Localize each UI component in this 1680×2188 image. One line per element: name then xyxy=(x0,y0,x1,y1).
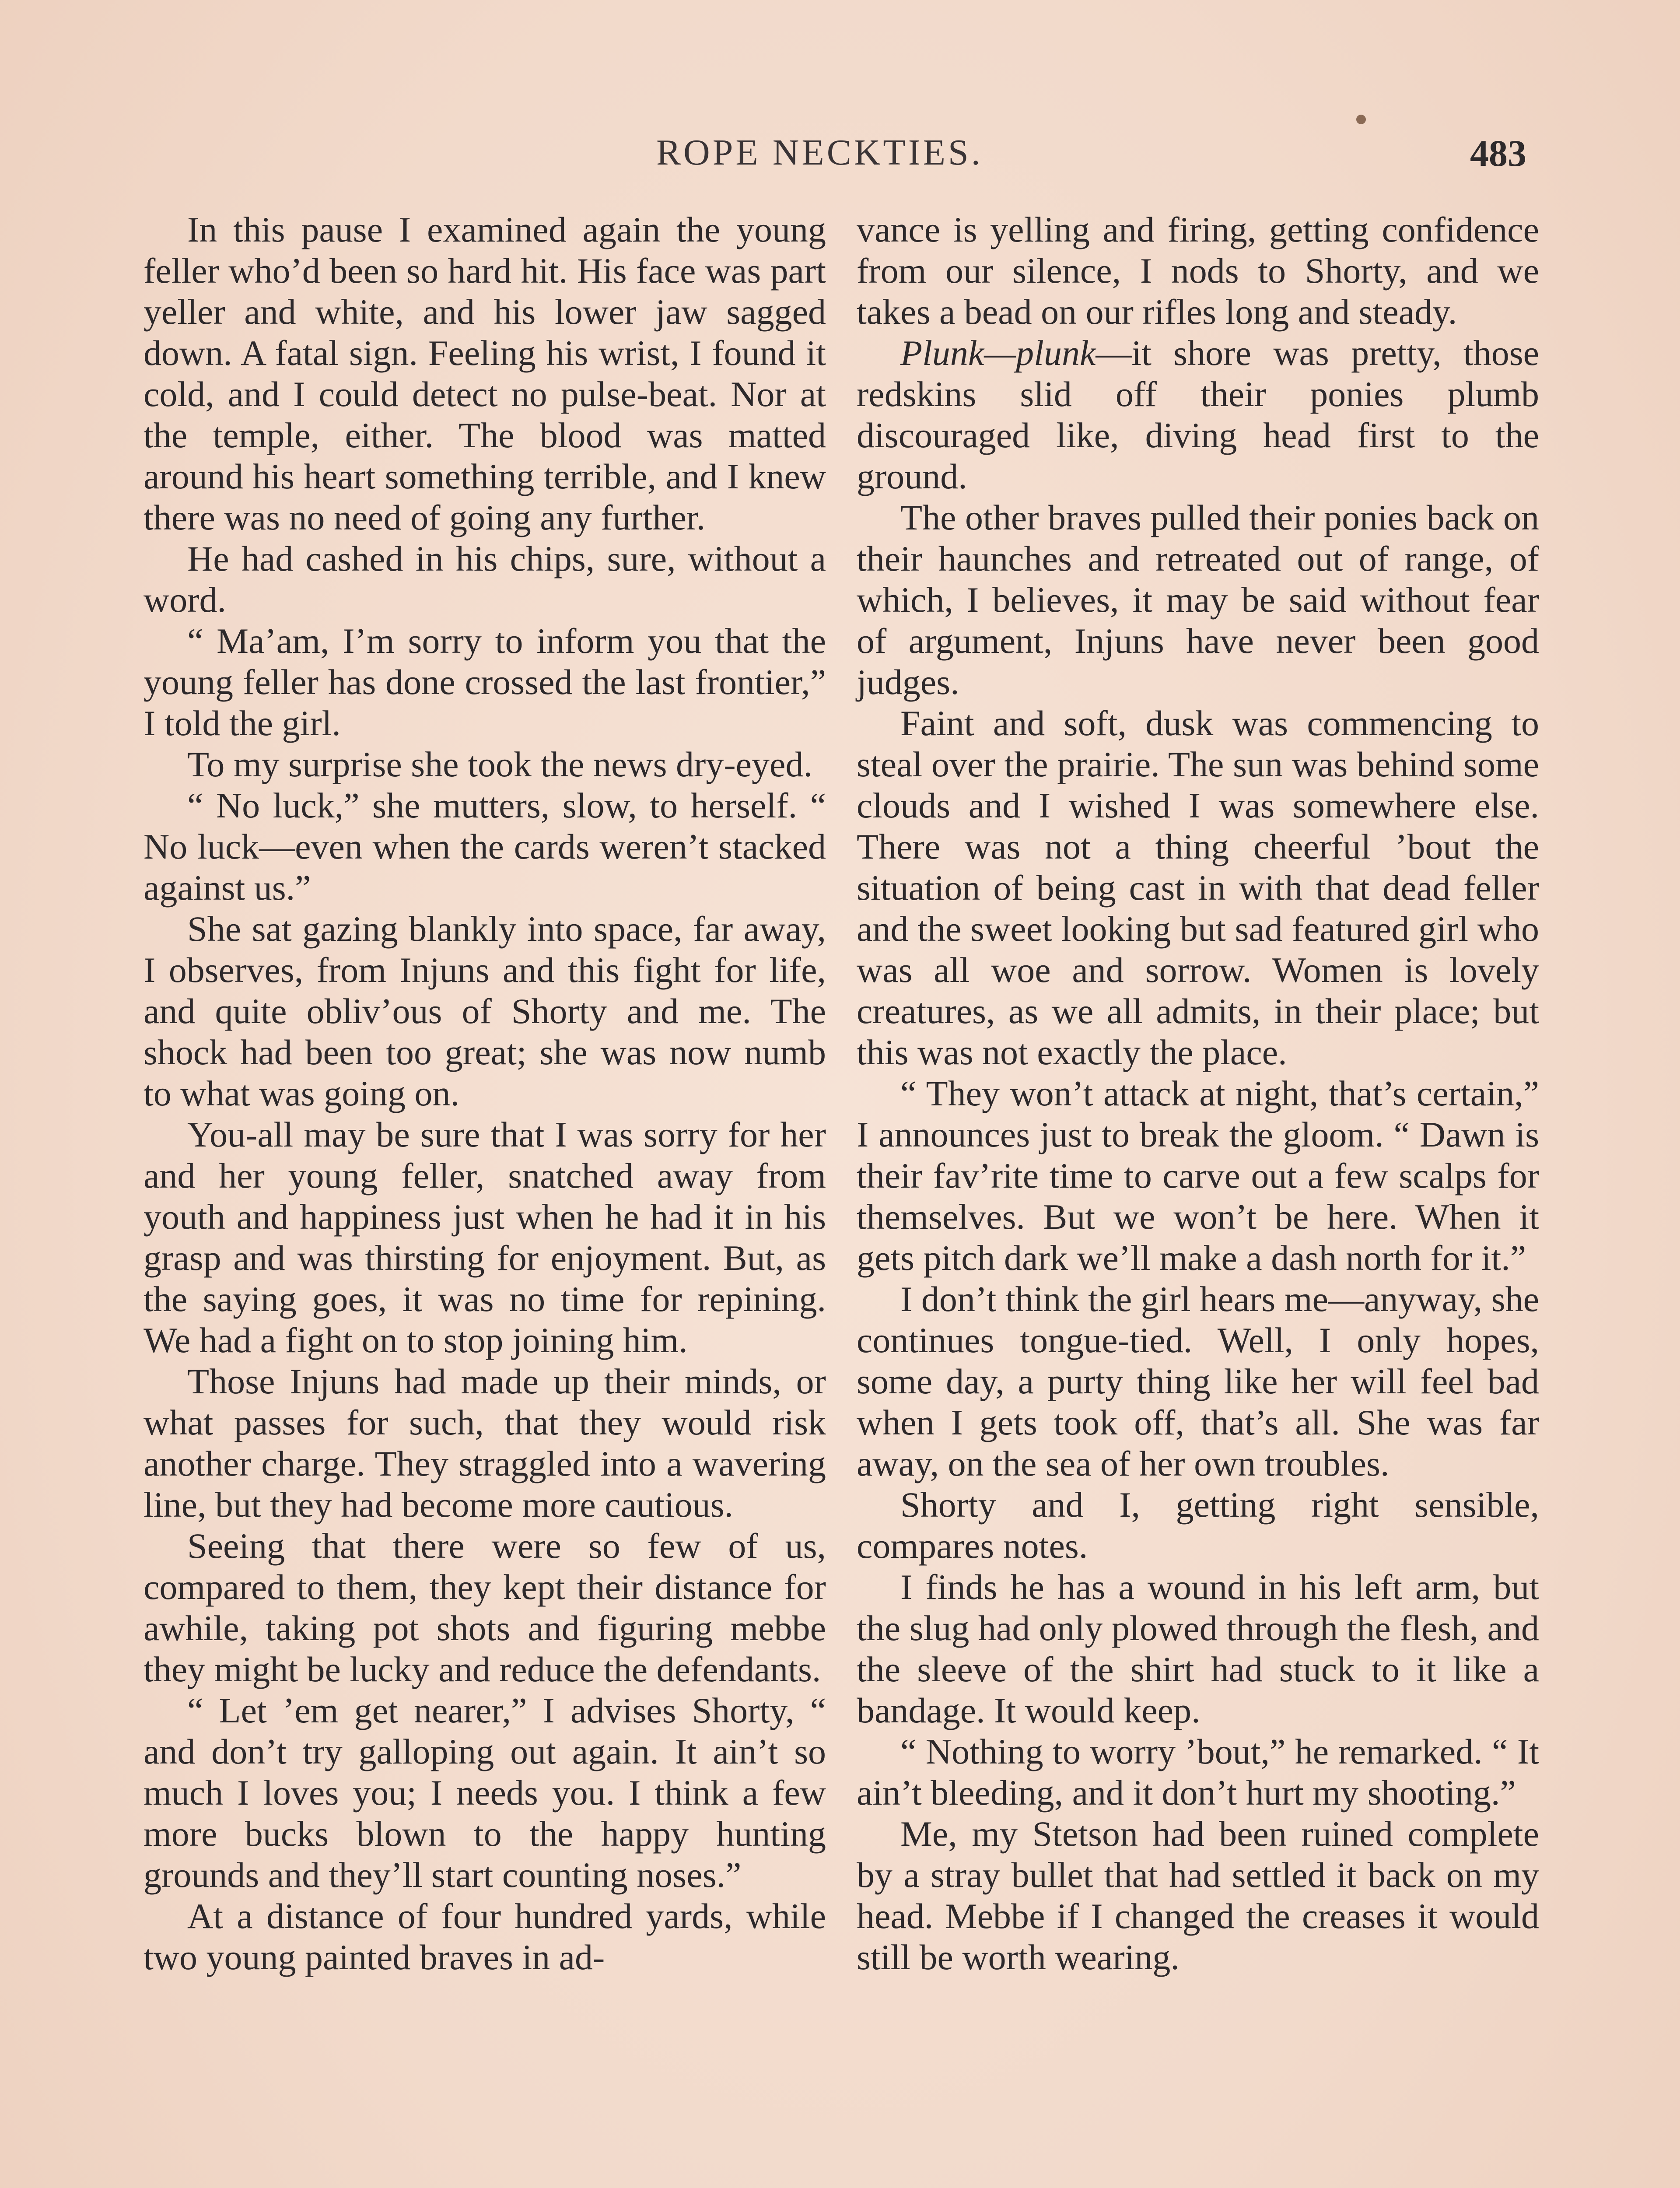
paragraph: At a distance of four hundred yards, while two young painted braves in ad- xyxy=(144,1896,826,1977)
italic-plunk: Plunk—plunk xyxy=(900,333,1096,373)
paragraph: The other braves pulled their ponies back on their haunches and retreated out of range, of which, I believes, it may be said without fear of argument, Injuns have never been good judges. xyxy=(857,498,1539,702)
paragraph: I finds he has a wound in his left arm, but the slug had only plowed through the flesh, and the sleeve of the shirt had stuck to it like a bandage. It would keep. xyxy=(857,1567,1540,1730)
paragraph: Shorty and I, getting right sensible, compares notes. xyxy=(857,1485,1539,1566)
ink-speck xyxy=(1356,115,1366,124)
paragraph: “ Ma’am, I’m sorry to inform you that the young feller has done crossed the last frontier,” I told the girl. xyxy=(144,621,826,743)
paragraph: Faint and soft, dusk was commencing to steal over the prairie. The sun was behind some clouds and I wished I was somewhere else. There was not a thing cheerful ’bout the situation of being cast in with that dead feller and the sweet looking but sad featured girl who was all woe and sorrow. Women is lovely creatures, as we all admits, in their place; but this was not exactly the place. xyxy=(857,703,1539,1072)
paragraph: I don’t think the girl hears me—anyway, she continues tongue-tied. Well, I only hopes, some day, a purty thing like her will feel bad when I gets took off, that’s all. She was far away, on the sea of her own troubles. xyxy=(857,1279,1539,1483)
paragraph: She sat gazing blankly into space, far away, I observes, from Injuns and this fight for life, and quite obliv’ous of Shorty and me. The shock had been too great; she was now numb to what was going on. xyxy=(144,909,826,1113)
paragraph: “ No luck,” she mutters, slow, to herself. “ No luck—even when the cards weren’t stacked against us.” xyxy=(144,785,826,908)
paragraph: Seeing that there were so few of us, compared to them, they kept their distance for awhile, taking pot shots and figuring mebbe they might be lucky and reduce the defendants. xyxy=(144,1526,826,1689)
paragraph: In this pause I examined again the young feller who’d been so hard hit. His face was part yeller and white, and his lower jaw sagged down. A fatal sign. Feeling his wrist, I found it cold, and I could detect no pulse-beat. Nor at the temple, either. The blood was matted around his heart something terrible, and I knew there was no need of going any further. xyxy=(144,210,826,537)
paragraph: “ They won’t attack at night, that’s certain,” I announces just to break the gloom. “ Dawn is their fav’rite time to carve out a few scalps for themselves. But we won’t be here. When it gets pitch dark we’ll make a dash north for it.” xyxy=(857,1073,1539,1278)
paragraph: “ Let ’em get nearer,” I advises Shorty, “ and don’t try galloping out again. It ain’t so much I loves you; I needs you. I think a few more bucks blown to the happy hunting grounds and they’ll start counting noses.” xyxy=(144,1690,826,1895)
page-number: 483 xyxy=(1470,132,1526,174)
paragraph: He had cashed in his chips, sure, without a word. xyxy=(144,539,826,620)
paragraph: You-all may be sure that I was sorry for her and her young feller, snatched away from youth and happiness just when he had it in his grasp and was thirsting for enjoyment. But, as the saying goes, it was no time for repining. We had a fight on to stop joining him. xyxy=(144,1115,826,1360)
paragraph-continued: vance is yelling and firing, getting confidence from our silence, I nods to Shorty, and we takes a bead on our rifles long and steady. xyxy=(857,210,1539,332)
left-column xyxy=(144,209,826,1978)
paragraph: “ Nothing to worry ’bout,” he remarked. “ It ain’t bleeding, and it don’t hurt my shooting.” xyxy=(857,1732,1539,1813)
paragraph: To my surprise she took the news dry-eyed. xyxy=(187,744,812,784)
paragraph xyxy=(857,333,1539,497)
paragraph: Those Injuns had made up their minds, or what passes for such, that they would risk another charge. They straggled into a wavering line, but they had become more cautious. xyxy=(144,1361,826,1525)
running-head: ROPE NECKTIES. xyxy=(656,132,983,173)
right-column xyxy=(857,209,1539,1978)
paragraph: Me, my Stetson had been ruined complete by a stray bullet that had settled it back on my head. Mebbe if I changed the creases it would still be worth wearing. xyxy=(857,1814,1539,1977)
paragraph-rest: —it shore was pretty, those redskins slid off their ponies plumb discouraged like, diving head first to the ground. xyxy=(857,333,1539,496)
